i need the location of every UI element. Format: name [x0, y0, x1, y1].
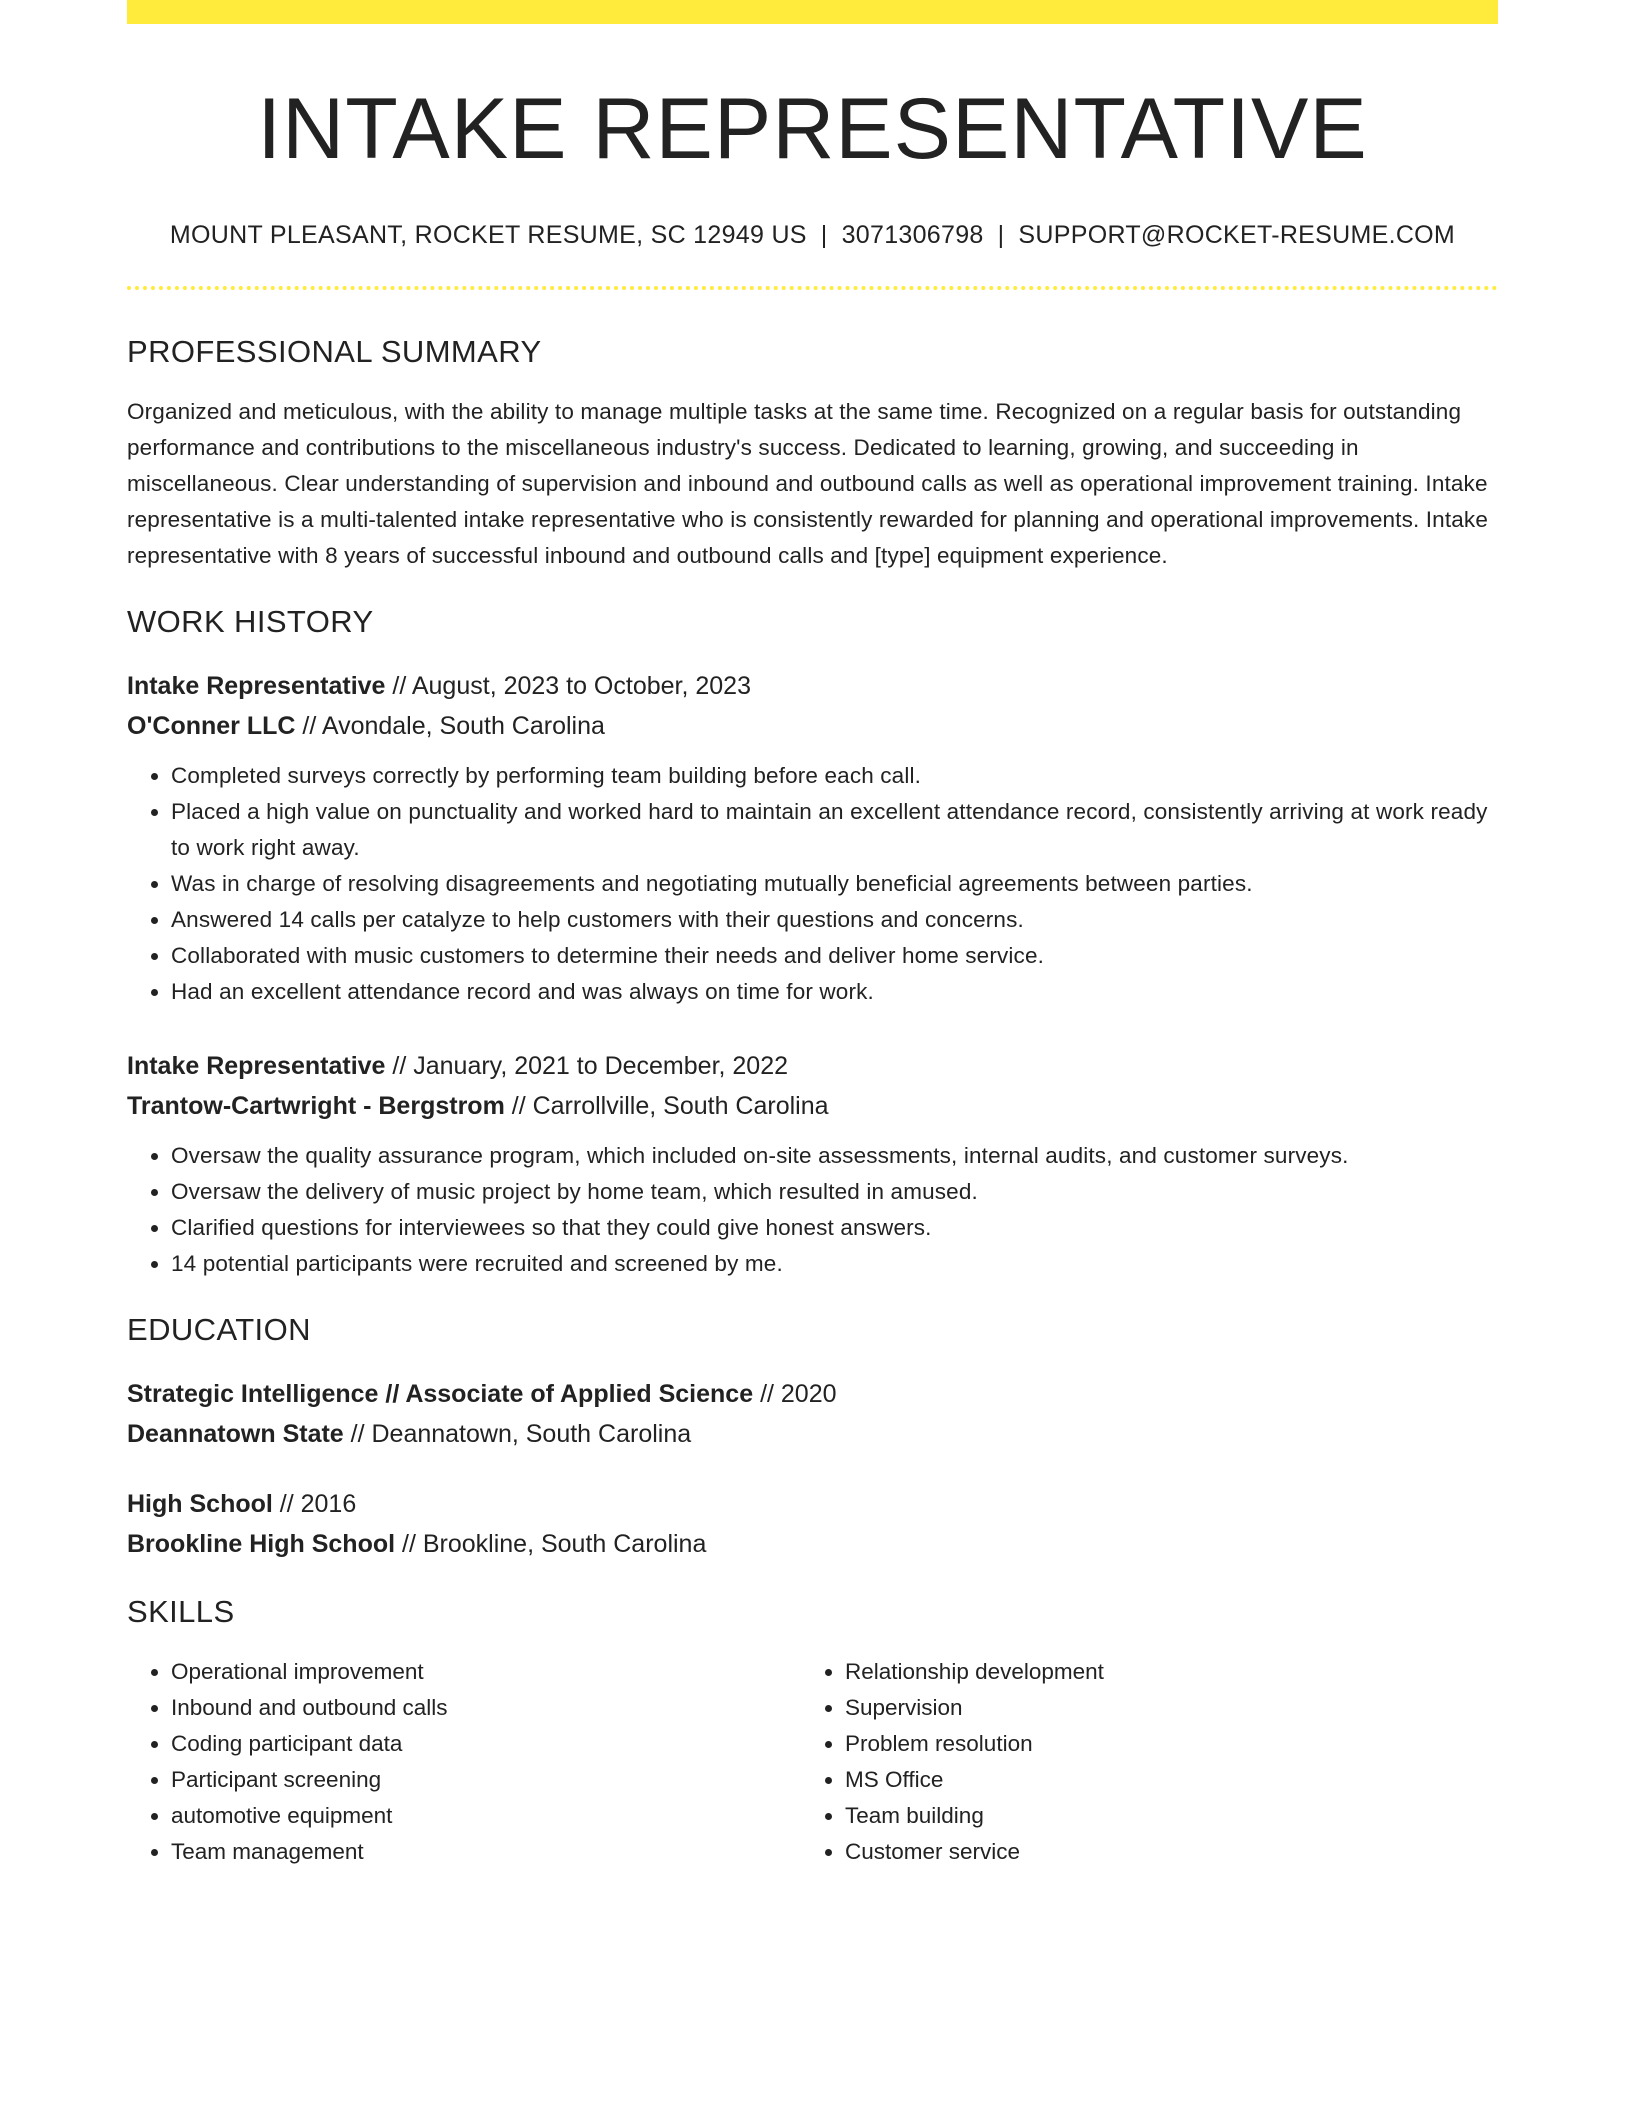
job-company: O'Conner LLC [127, 711, 296, 740]
skills-heading: SKILLS [127, 1593, 235, 1629]
work-history-heading: WORK HISTORY [127, 603, 374, 639]
education-year: // 2016 [272, 1489, 357, 1518]
education-school-line [127, 1414, 1498, 1454]
candidate-name: INTAKE REPRESENTATIVE [257, 81, 1368, 177]
contact-address: MOUNT PLEASANT, ROCKET RESUME, SC 12949 US [169, 220, 807, 249]
job-entry [127, 666, 1498, 1010]
skill-item: • Operational improvement [171, 1654, 801, 1690]
job-dates: // August, 2023 to October, 2023 [385, 671, 751, 700]
skill-item: • Coding participant data [171, 1726, 801, 1762]
contact-email: SUPPORT@ROCKET-RESUME.COM [1018, 220, 1456, 249]
resume-page [127, 0, 1498, 1870]
contact-separator: | [997, 220, 1005, 249]
job-entry [127, 1046, 1498, 1282]
job-role: Intake Representative [127, 1051, 386, 1080]
skills-grid [127, 1654, 1498, 1870]
skill-item: • Relationship development [845, 1654, 1475, 1690]
education-school: Brookline High School [127, 1529, 396, 1558]
job-location: // Carrollville, South Carolina [504, 1091, 829, 1120]
job-bullets [127, 758, 1498, 1010]
job-dates: // January, 2021 to December, 2022 [385, 1051, 789, 1080]
job-bullet: • Placed a high value on punctuality and worked hard to maintain an excellent attendance record, consistently arriving at work ready to work right away. [171, 794, 1498, 866]
job-title-line [127, 666, 1498, 706]
skill-item: • Problem resolution [845, 1726, 1475, 1762]
job-company-line [127, 706, 1498, 746]
contact-line [127, 221, 1498, 250]
job-bullet: • Collaborated with music customers to determine their needs and deliver home service. [171, 938, 1498, 974]
education-degree: High School [127, 1489, 273, 1518]
education-heading: EDUCATION [127, 1311, 311, 1347]
education-year: // 2020 [753, 1379, 837, 1408]
job-bullet: • Completed surveys correctly by performing team building before each call. [171, 758, 1498, 794]
job-bullets [127, 1138, 1498, 1282]
top-accent-bar [127, 0, 1498, 24]
job-bullet: • Oversaw the quality assurance program, which included on-site assessments, internal audits, and customer surveys. [171, 1138, 1498, 1174]
job-bullet: • Clarified questions for interviewees so that they could give honest answers. [171, 1210, 1498, 1246]
education-entry [127, 1484, 1498, 1564]
education-school: Deannatown State [127, 1419, 344, 1448]
education-degree-line [127, 1484, 1498, 1524]
skill-item: • Team building [845, 1798, 1475, 1834]
job-role: Intake Representative [127, 671, 386, 700]
education-degree-line [127, 1374, 1498, 1414]
job-company-line [127, 1086, 1498, 1126]
summary-text: Organized and meticulous, with the ability to manage multiple tasks at the same time. Recognized on a regular basis for outstanding performance and contributions to the miscellaneous industry's success. Dedicated to learning, growing, and succeeding in miscellaneous. Clear understanding of supervision and inbound and outbound calls as well as operational improvement training. Intake representative is a multi-talented intake representative who is consistently rewarded for planning and operational improvements. Intake representative with 8 years of successful inbound and outbound calls and [type] equipment experience. [127, 398, 1488, 568]
skills-column-left [127, 1654, 801, 1870]
skill-item: • Inbound and outbound calls [171, 1690, 801, 1726]
skill-item: • Customer service [845, 1834, 1475, 1870]
job-company: Trantow-Cartwright - Bergstrom [127, 1091, 505, 1120]
job-location: // Avondale, South Carolina [295, 711, 605, 740]
job-bullet: • Oversaw the delivery of music project by home team, which resulted in amused. [171, 1174, 1498, 1210]
job-bullet: • Had an excellent attendance record and was always on time for work. [171, 974, 1498, 1010]
education-location: // Deannatown, South Carolina [343, 1419, 692, 1448]
skill-item: • Team management [171, 1834, 801, 1870]
job-bullet: • Was in charge of resolving disagreements and negotiating mutually beneficial agreements between parties. [171, 866, 1498, 902]
education-school-line [127, 1524, 1498, 1564]
skills-column-right [801, 1654, 1475, 1870]
skill-item: • Supervision [845, 1690, 1475, 1726]
job-title-line [127, 1046, 1498, 1086]
summary-heading: PROFESSIONAL SUMMARY [127, 333, 542, 369]
job-bullet: • Answered 14 calls per catalyze to help customers with their questions and concerns. [171, 902, 1498, 938]
education-location: // Brookline, South Carolina [395, 1529, 707, 1558]
education-entry [127, 1374, 1498, 1454]
education-degree: Strategic Intelligence // Associate of Applied Science [127, 1379, 754, 1408]
skill-item: • MS Office [845, 1762, 1475, 1798]
skill-item: • automotive equipment [171, 1798, 801, 1834]
job-bullet: • 14 potential participants were recruited and screened by me. [171, 1246, 1498, 1282]
contact-separator: | [820, 220, 828, 249]
skill-item: • Participant screening [171, 1762, 801, 1798]
dotted-divider [127, 286, 1498, 290]
contact-phone: 3071306798 [841, 220, 984, 249]
